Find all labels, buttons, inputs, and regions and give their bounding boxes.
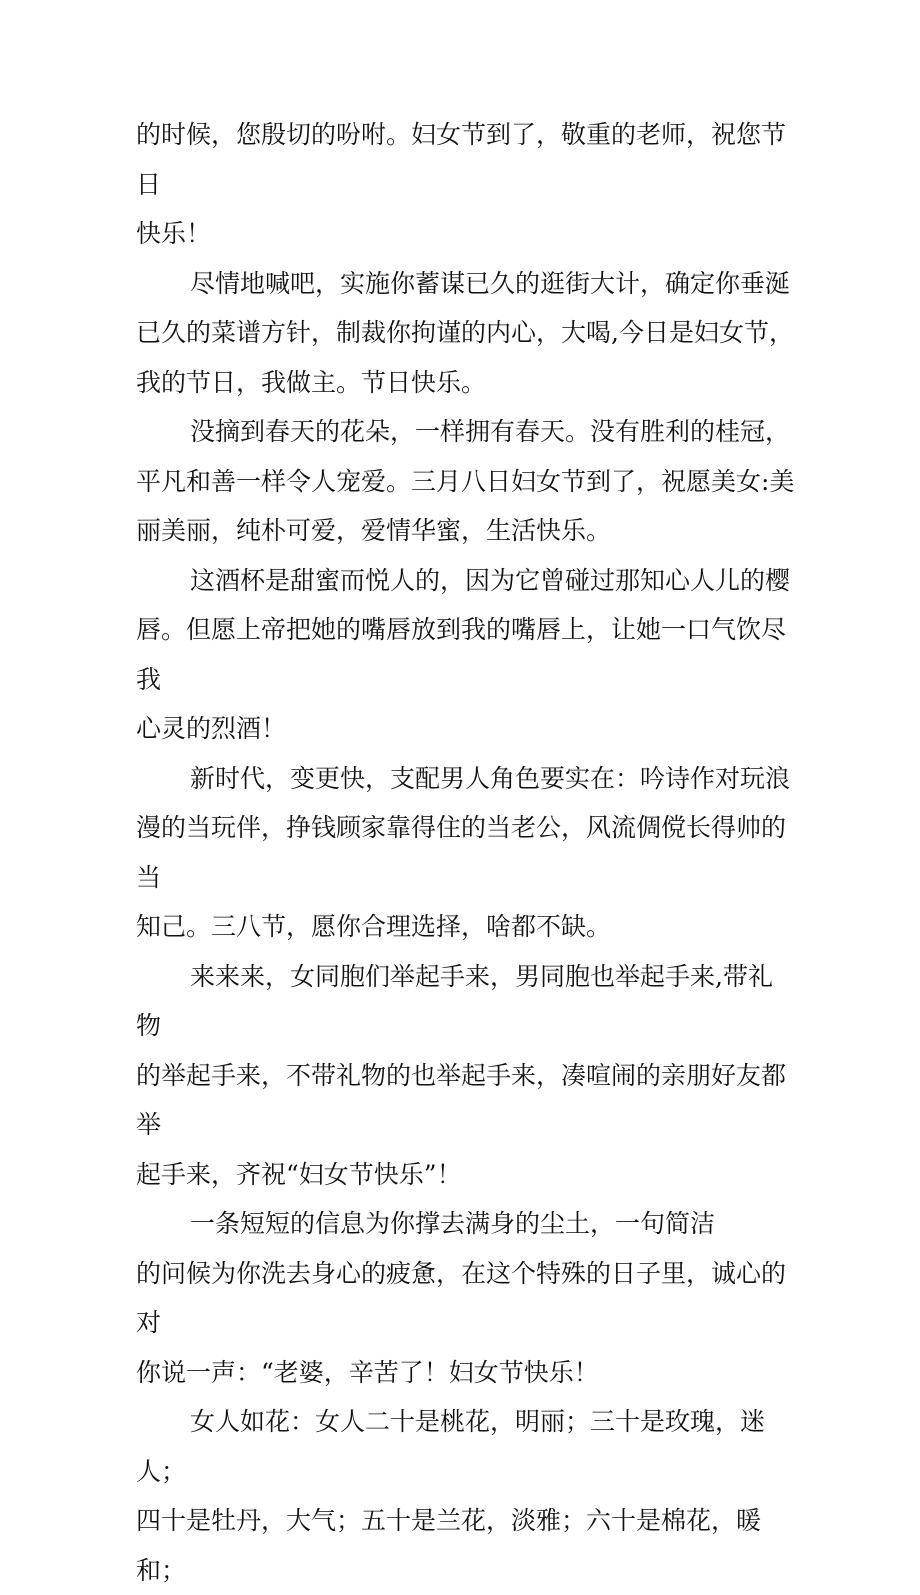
paragraph: 的时候，您殷切的吩咐。妇女节到了，敬重的老师，祝您节日 快乐！: [136, 120, 787, 248]
paragraph: 尽情地喊吧，实施你蓄谋已久的逛街大计，确定你垂涎 已久的菜谱方针，制裁你拘谨的内心，大喝,今日是妇女节， 我的节日，我做主。节日快乐。: [136, 268, 794, 397]
paragraph: 新时代，变更快，支配男人角色要实在：吟诗作对玩浪 漫的当玩伴，挣钱顾家靠得住的当老公，风流倜傥长得帅的当 知己。三八节，愿你合理选择，啥都不缺。: [136, 763, 791, 941]
paragraph: 一条短短的信息为你撑去满身的尘土，一句简洁 的问候为你洗去身心的疲惫，在这个特殊的日子里，诚心的对 你说一声：“老婆，辛苦了！妇女节快乐！: [136, 1209, 787, 1387]
paragraph: 来来来，女同胞们举起手来，男同胞也举起手来,带礼物 的举起手来，不带礼物的也举起手来，凑喧闹的亲朋好友都举 起手来，齐祝“妇女节快乐”！: [136, 961, 787, 1189]
paragraph: 这酒杯是甜蜜而悦人的，因为它曾碰过那知心人儿的樱 唇。但愿上帝把她的嘴唇放到我的嘴唇上，让她一口气饮尽我 心灵的烈酒！: [136, 565, 791, 743]
paragraph: 女人如花：女人二十是桃花，明丽；三十是玫瑰，迷人； 四十是牡丹，大气；五十是兰花，淡雅；六十是棉花，暖和；: [136, 1407, 766, 1585]
document-body: [136, 110, 796, 1595]
paragraph: 没摘到春天的花朵，一样拥有春天。没有胜利的桂冠， 平凡和善一样令人宠爱。三月八日妇女节到了，祝愿美女:美 丽美丽，纯朴可爱，爱情华蜜，生活快乐。: [136, 417, 795, 545]
